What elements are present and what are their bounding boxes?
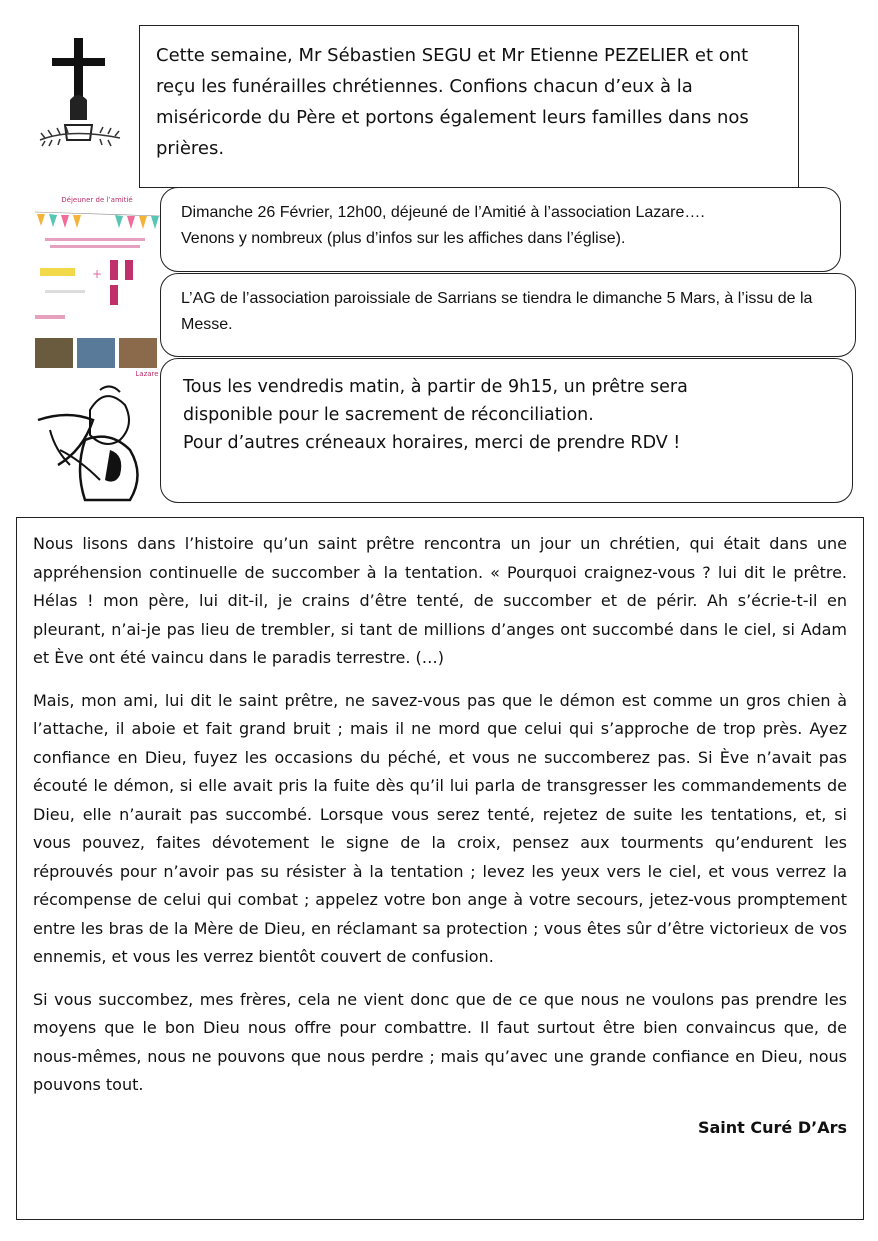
ag-text: L’AG de l’association paroissiale de Sarrians se tiendra le dimanche 5 Mars, à l’issu de la Messe. bbox=[181, 290, 813, 333]
svg-text:+: + bbox=[91, 267, 103, 281]
lazare-poster bbox=[35, 190, 160, 378]
cross-icon bbox=[30, 30, 130, 155]
embrace-illustration bbox=[30, 380, 160, 505]
poster-title: Déjeuner de l’amitié bbox=[61, 196, 133, 204]
meditation-article bbox=[16, 517, 864, 1220]
lunch-announcement bbox=[160, 187, 841, 272]
confession-announcement bbox=[160, 358, 853, 503]
lunch-line-2: Venons y nombreux (plus d’infos sur les affiches dans l’église). bbox=[181, 230, 626, 247]
funerals-text: Cette semaine, Mr Sébastien SEGU et Mr Etienne PEZELIER et ont reçu les funérailles chrétiennes. Confions chacun d’eux à la miséricorde du Père et portons également leurs familles dans nos prières. bbox=[156, 45, 749, 159]
lunch-line-1: Dimanche 26 Février, 12h00, déjeuné de l’Amitié à l’association Lazare…. bbox=[181, 204, 705, 221]
article-signature: Saint Curé D’Ars bbox=[697, 1117, 847, 1137]
confession-line-2: disponible pour le sacrement de réconciliation. bbox=[183, 405, 594, 425]
article-paragraph-1: Nous lisons dans l’histoire qu’un saint prêtre rencontra un jour un chrétien, qui était dans une appréhension continuelle de succomber à la tentation. « Pourquoi craignez-vous ? lui dit le prêtre. Hélas ! mon père, lui dit-il, je crains d’être tenté, de succomber et de périr. Ah s’écrie-t-il en pleurant, n’ai-je pas lieu de trembler, si tant de millions d’anges ont succombé dans le ciel, si Adam et Ève ont été vaincu dans le paradis terrestre. (…) bbox=[33, 534, 847, 667]
poster-brand: Lazare bbox=[135, 370, 159, 378]
poster-graphic bbox=[35, 190, 160, 378]
confession-line-3: Pour d’autres créneaux horaires, merci de prendre RDV ! bbox=[183, 433, 681, 453]
article-paragraph-2: Mais, mon ami, lui dit le saint prêtre, ne savez-vous pas que le démon est comme un gros chien à l’attache, il aboie et fait grand bruit ; mais il ne mord que celui qui s’approche de trop près. Ayez confiance en Dieu, fuyez les occasions du péché, et vous ne succomberez pas. Si Ève n’avait pas écouté le démon, si elle avait pris la fuite dès qu’il lui parla de transgresser les commandements de Dieu, elle n’aurait pas succombé. Lorsque vous serez tenté, rejetez de suite les tentations, et, si vous pouvez, faites dévotement le signe de la croix, pensez aux tourments qu’endurent les réprouvés pour n’avoir pas su résister à la tentation ; levez les yeux vers le ciel, et vous verrez la récompense de celui qui combat ; appelez votre bon ange à votre secours, jetez-vous promptement entre les bras de la Mère de Dieu, en réclamant sa protection ; vous êtes sûr d’être victorieux de vos ennemis, et vous les verrez bientôt couvert de confusion. bbox=[33, 690, 847, 966]
article-paragraph-3: Si vous succombez, mes frères, cela ne vient donc que de ce que nous ne voulons pas prendre les moyens que le bon Dieu nous offre pour combattre. Il faut surtout être bien convaincus que, de nous-mêmes, nous ne pouvons que nous perdre ; mais qu’avec une grande confiance en Dieu, nous pouvons tout. bbox=[33, 989, 847, 1094]
funerals-notice bbox=[139, 25, 799, 188]
confession-line-1: Tous les vendredis matin, à partir de 9h15, un prêtre sera bbox=[183, 377, 688, 397]
ag-announcement bbox=[160, 273, 856, 357]
